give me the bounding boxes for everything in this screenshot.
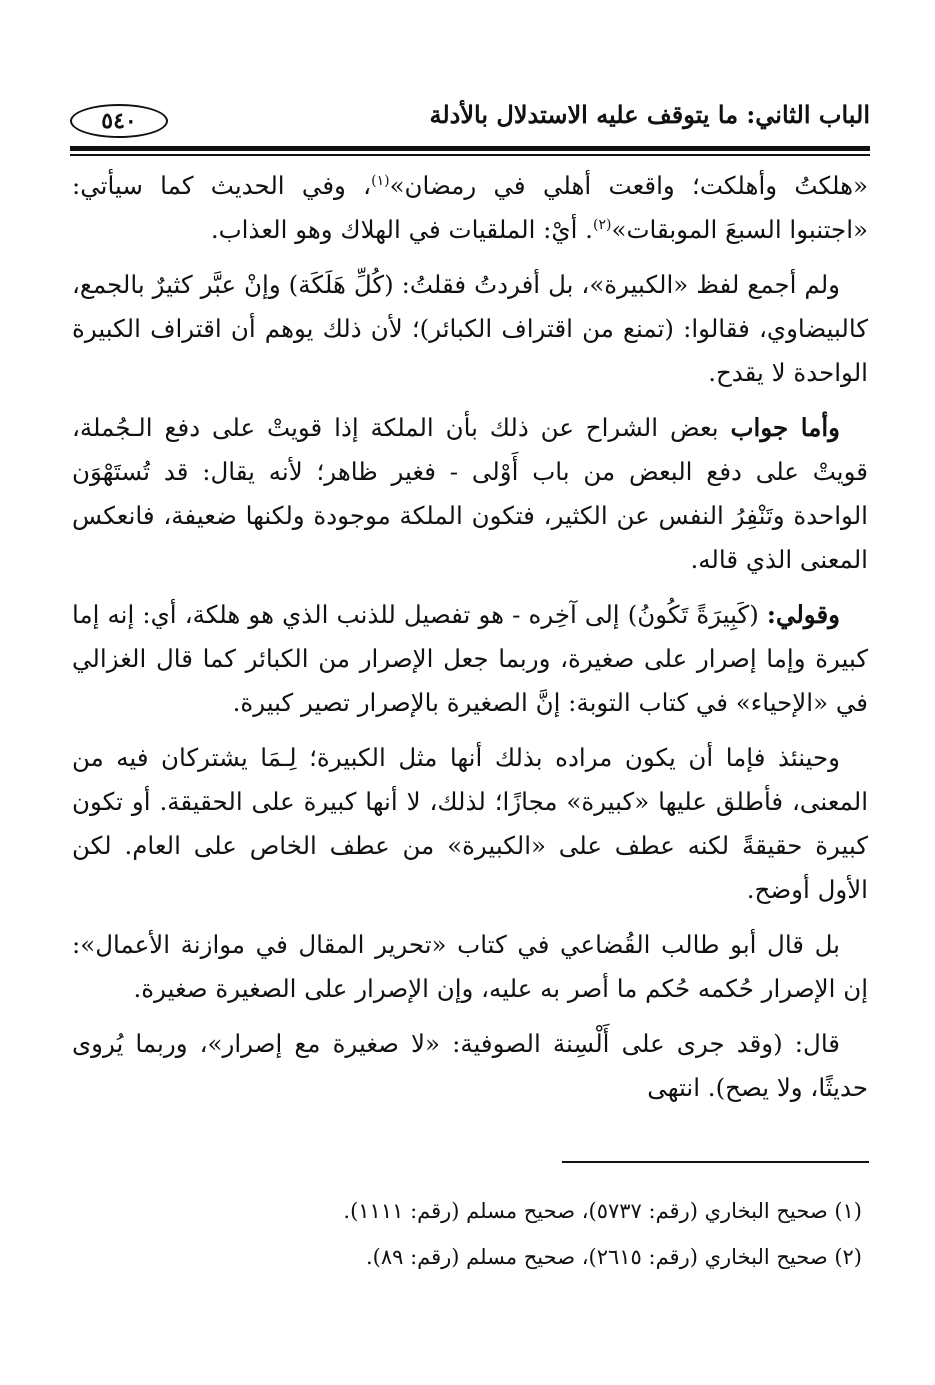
page-header bbox=[70, 96, 870, 144]
body-text bbox=[72, 164, 868, 1121]
paragraph-1 bbox=[72, 164, 868, 252]
paragraph-7: قال: (وقد جرى على أَلْسِنة الصوفية: «لا صغيرة مع إصرار»، وربما يُروى حديثًا، ولا يصح). انتهى bbox=[72, 1029, 868, 1102]
paragraph-6: بل قال أبو طالب القُضاعي في كتاب «تحرير المقال في موازنة الأعمال»: إن الإصرار حُكمه حُكم ما أصر به عليه، وإن الإصرار على الصغيرة صغيرة. bbox=[72, 930, 868, 1003]
header-rule-thick bbox=[70, 146, 870, 151]
paragraph-2: ولم أجمع لفظ «الكبيرة»، بل أفردتُ فقلتُ: (كُلِّ هَلَكَة) وإنْ عبَّر كثيرٌ بالجمع، كالبيضاوي، فقالوا: (تمنع من اقتراف الكبائر)؛ لأن ذلك يوهم أن اقتراف الكبيرة الواحدة لا يقدح. bbox=[72, 270, 868, 387]
paragraph-4 bbox=[72, 593, 868, 725]
footnote-2: (٢) صحيح البخاري (رقم: ٢٦١٥)، صحيح مسلم (رقم: ٨٩). bbox=[365, 1245, 862, 1269]
footnote-separator bbox=[562, 1161, 869, 1163]
footnote-ref-1[interactable]: (١) bbox=[371, 172, 390, 189]
p1-text: «هلكتُ وأهلكت؛ واقعت أهلي في رمضان» bbox=[389, 171, 868, 200]
page-number: ٥٤٠ bbox=[70, 104, 168, 138]
footnotes bbox=[72, 1188, 868, 1280]
paragraph-5: وحينئذ فإما أن يكون مراده بذلك أنها مثل الكبيرة؛ لِـمَا يشتركان فيه من المعنى، فأطلق عليها «كبيرة» مجازًا؛ لذلك، لا أنها كبيرة على الحقيقة. أو تكون كبيرة حقيقةً لكنه عطف على «الكبيرة» من عطف الخاص على العام. لكن الأول أوضح. bbox=[72, 743, 868, 904]
p1-end: . أيْ: الملقيات في الهلاك وهو العذاب. bbox=[210, 215, 593, 244]
p3-rest: بعض الشراح عن ذلك بأن الملكة إذا قويتْ على دفع الـجُملة، قويتْ على دفع البعض من باب أَوْلى - فغير ظاهر؛ لأنه يقال: قد تُستَهْوَن الواحدة وتَنْفِرُ النفس عن الكثير، فتكون الملكة موجودة ولكنها ضعيفة، فانعكس المعنى الذي قاله. bbox=[72, 413, 868, 574]
running-title: الباب الثاني: ما يتوقف عليه الاستدلال بالأدلة bbox=[429, 100, 870, 129]
footnote-ref-2[interactable]: (٢) bbox=[592, 216, 612, 233]
paragraph-3 bbox=[72, 406, 868, 582]
p1-mid: ، وفي الحديث كما سيأتي: «اجتنبوا السبعَ الموبقات» bbox=[72, 171, 868, 244]
footnote-1: (١) صحيح البخاري (رقم: ٥٧٣٧)، صحيح مسلم (رقم: ١١١١). bbox=[343, 1199, 862, 1223]
p3-lead: وأما جواب bbox=[730, 413, 840, 442]
p4-lead: وقولي: bbox=[766, 600, 840, 629]
p4-rest: (كَبِيرَةً تَكُونُ) إلى آخِره - هو تفصيل للذنب الذي هو هلكة، أي: إنه إما كبيرة وإما إصرار على صغيرة، وربما جعل الإصرار من الكبائر كما قال الغزالي في «الإحياء» في كتاب التوبة: إنَّ الصغيرة بالإصرار تصير كبيرة. bbox=[72, 600, 868, 717]
header-rule-thin bbox=[70, 154, 870, 156]
